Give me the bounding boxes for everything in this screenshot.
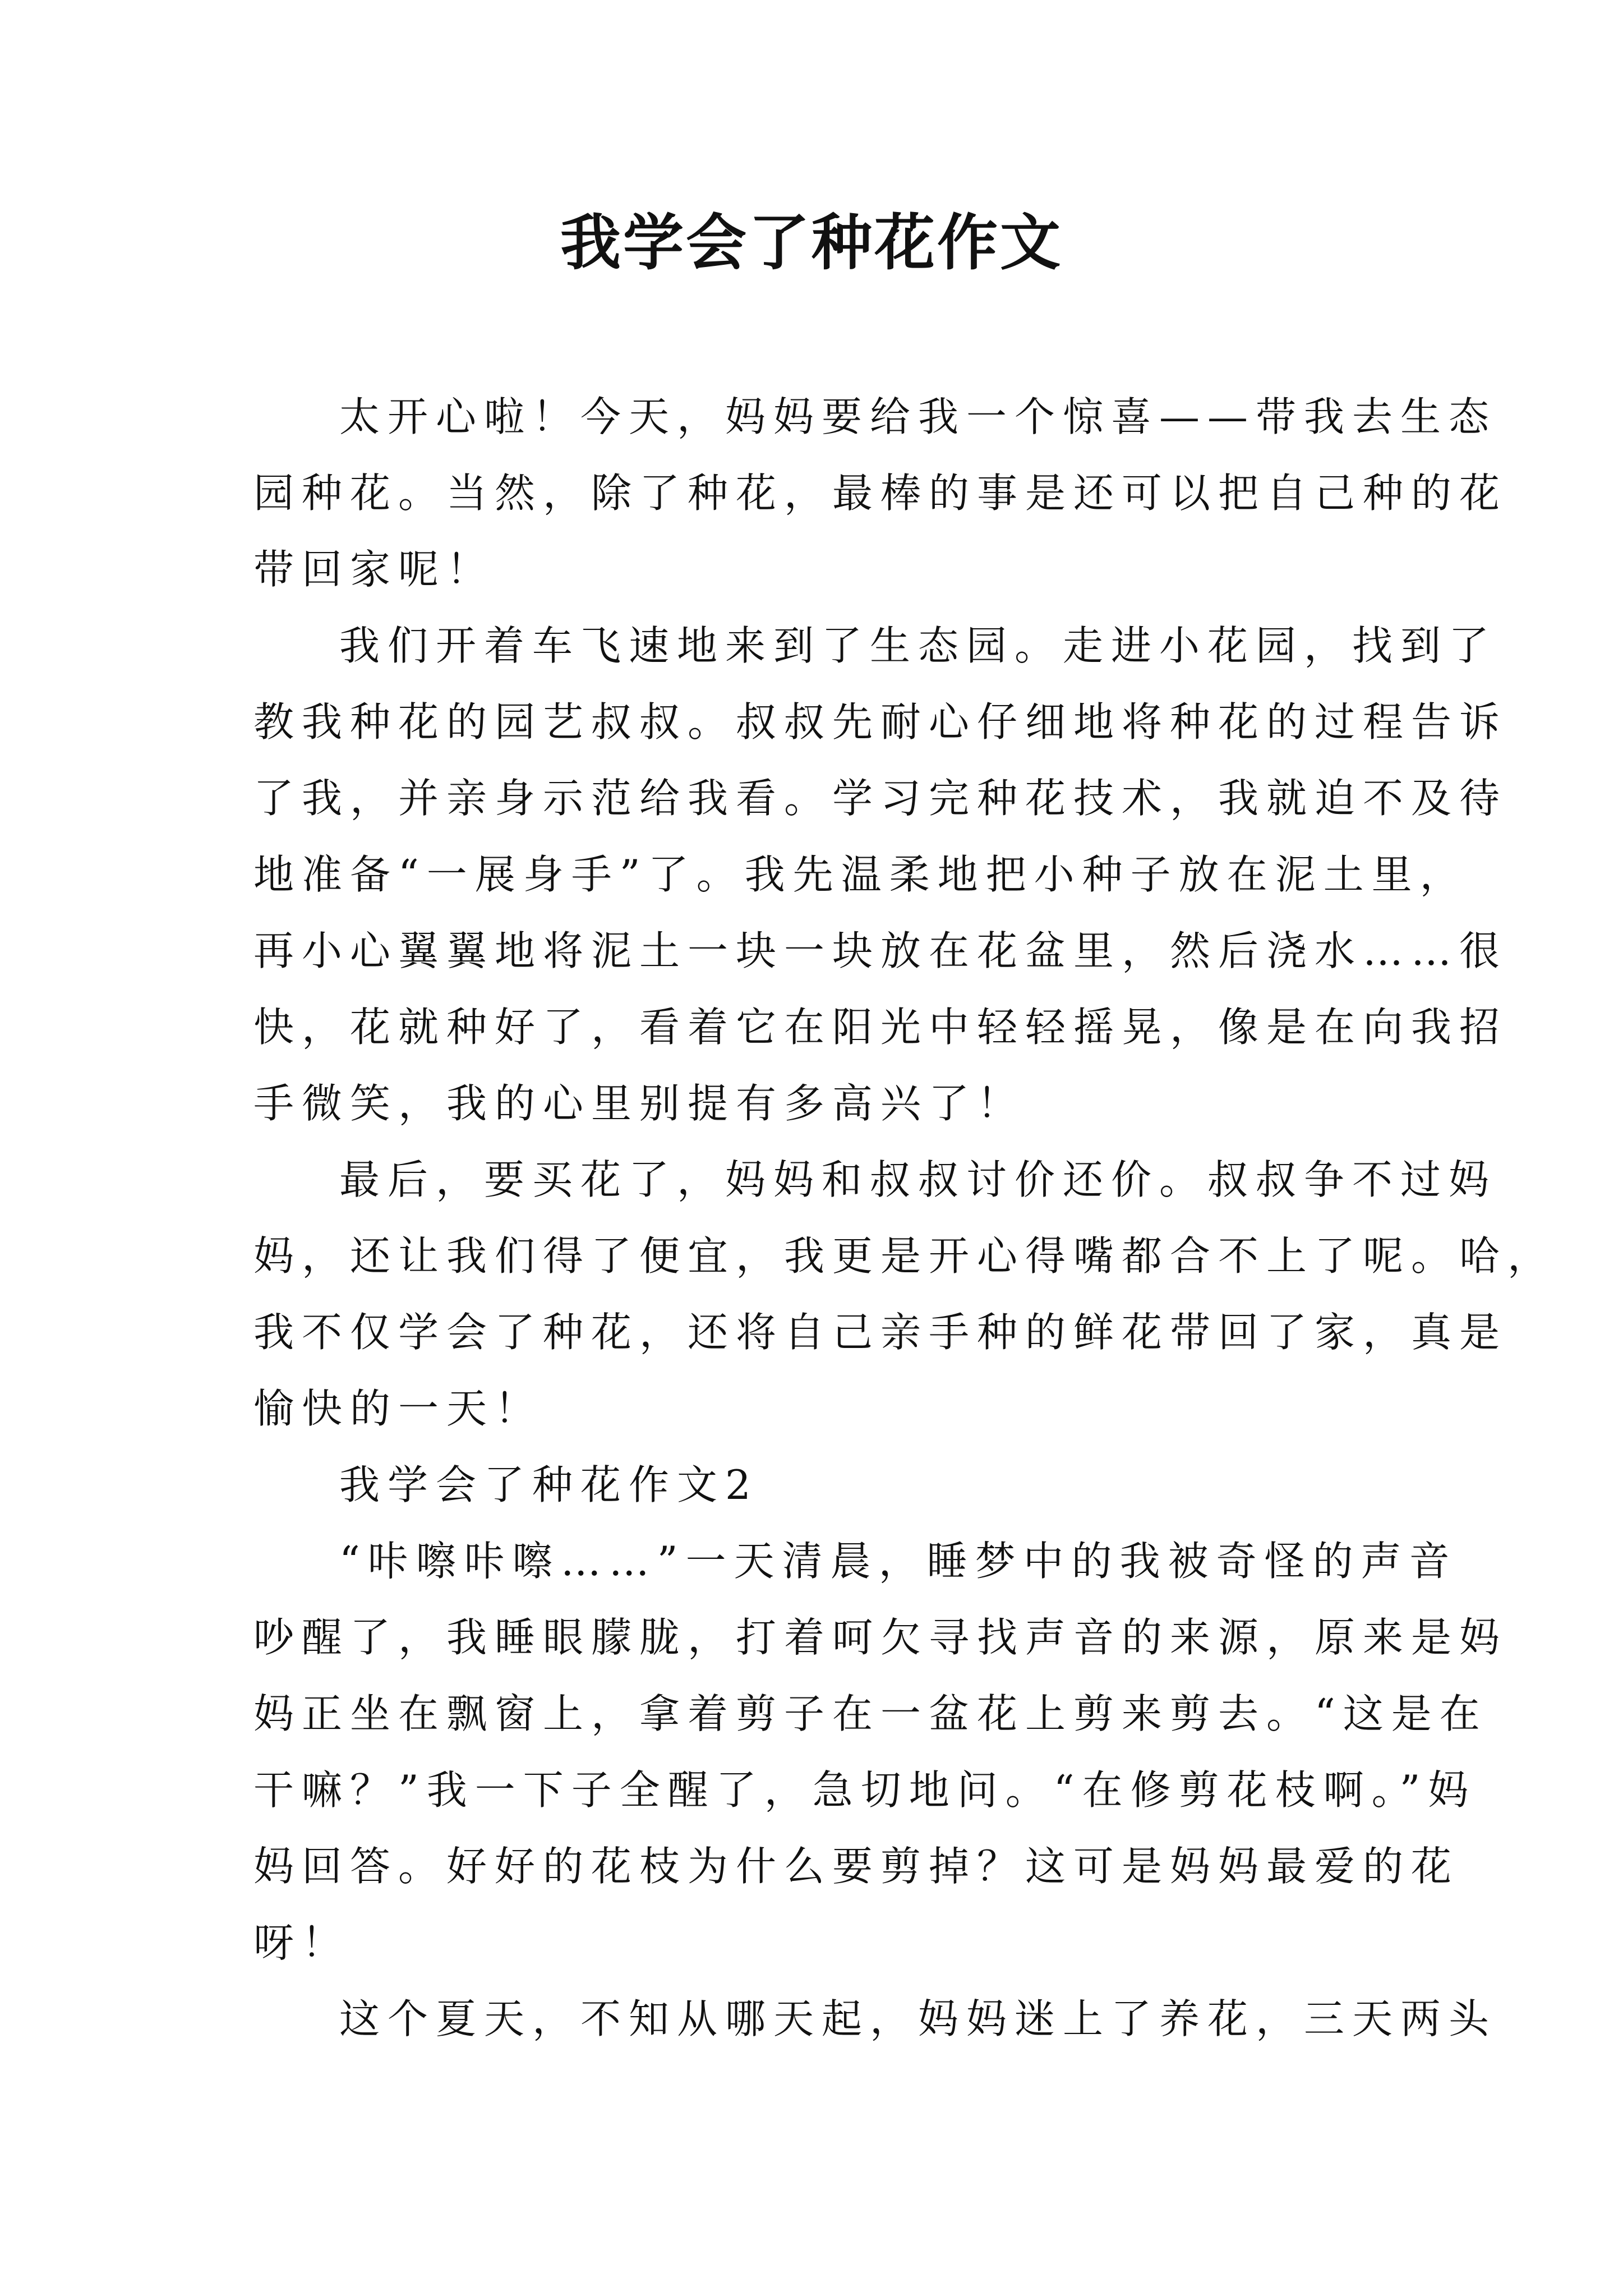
text-line: 快，花就种好了，看着它在阳光中轻轻摇晃，像是在向我招 [253,1004,1508,1051]
document-body [253,379,1556,2057]
text-line: 最后，要买花了，妈妈和叔叔讨价还价。叔叔争不过妈 [339,1156,1497,1203]
text-line: 了我，并亲身示范给我看。学习完种花技术，我就迫不及待 [253,775,1508,822]
text-line: 手微笑，我的心里别提有多高兴了！ [253,1080,1026,1127]
text-line: 我们开着车飞速地来到了生态园。走进小花园，找到了 [339,622,1497,669]
text-line: 妈正坐在飘窗上，拿着剪子在一盆花上剪来剪去。“这是在 [253,1690,1488,1737]
text-line: 地准备“一展身手”了。我先温柔地把小种子放在泥土里， [253,851,1468,898]
text-line: 园种花。当然，除了种花，最棒的事是还可以把自己种的花 [253,470,1508,517]
text-line: 教我种花的园艺叔叔。叔叔先耐心仔细地将种花的过程告诉 [253,698,1508,746]
text-line: 带回家呢！ [253,546,495,593]
text-line: 我学会了种花作文2 [339,1461,759,1508]
text-line: 这个夏天，不知从哪天起，妈妈迷上了养花，三天两头 [339,1995,1497,2042]
document-title: 我学会了种花作文 [560,208,1063,278]
text-line: 太开心啦！今天，妈妈要给我一个惊喜——带我去生态 [339,393,1497,440]
text-line: 妈回答。好好的花枝为什么要剪掉？这可是妈妈最爱的花 [253,1843,1460,1890]
text-line: 愉快的一天！ [253,1385,543,1432]
text-line: 再小心翼翼地将泥土一块一块放在花盆里，然后浇水……很 [253,927,1508,974]
text-line: 我不仅学会了种花，还将自己亲手种的鲜花带回了家，真是 [253,1309,1508,1356]
text-line: “咔嚓咔嚓……”一天清晨，睡梦中的我被奇怪的声音 [339,1538,1458,1585]
text-line: 呀！ [253,1919,351,1966]
text-line: 干嘛？”我一下子全醒了，急切地问。“在修剪花枝啊。”妈 [253,1766,1477,1814]
text-line: 吵醒了，我睡眼朦胧，打着呵欠寻找声音的来源，原来是妈 [253,1614,1508,1661]
text-line: 妈，还让我们得了便宜，我更是开心得嘴都合不上了呢。哈， [253,1232,1556,1280]
